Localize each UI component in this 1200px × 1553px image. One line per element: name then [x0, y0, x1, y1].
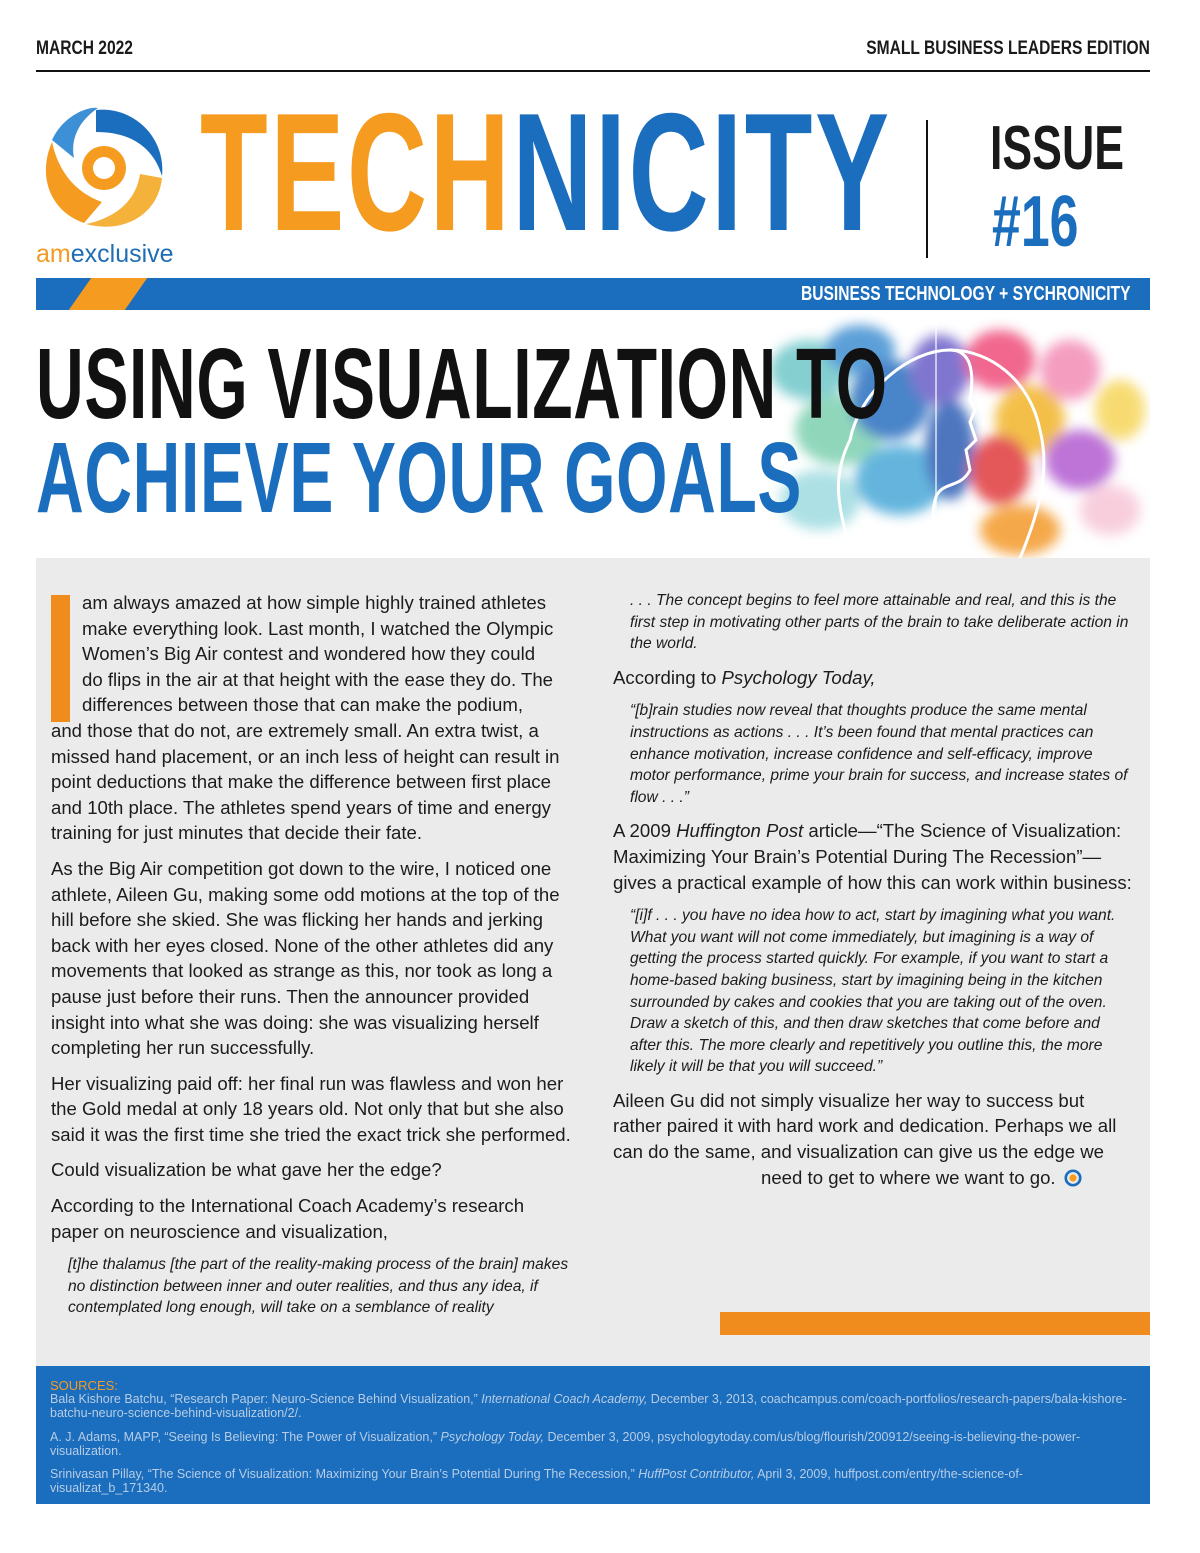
logo-wordmark — [36, 240, 174, 269]
source-1-pub: International Coach Academy, — [481, 1392, 648, 1406]
source-3 — [50, 1467, 1135, 1495]
logo-am: am — [36, 240, 71, 268]
issue-date: MARCH 2022 — [36, 38, 133, 59]
source-2 — [50, 1430, 1135, 1458]
masthead-tech: TECH — [200, 78, 513, 266]
quote-psychology-today: “[b]rain studies now reveal that thoughts produce the same mental instructions as actions . . . It’s been found that mental practices can enhance motivation, increase confidence and self-efficacy, improve motor performance, prime your brain for success, and increase states of flow . . .” — [630, 702, 1128, 806]
issue-label: ISSUE — [990, 114, 1124, 183]
source-2-a: A. J. Adams, MAPP, “Seeing Is Believing: The Power of Visualization,” — [50, 1430, 441, 1444]
quote-icoach: [t]he thalamus [the part of the reality-making process of the brain] makes no distinction between inner and outer realities, and thus any idea, if contemplated long enough, will take on a semblance of reality — [68, 1256, 569, 1317]
source-1-c: December 3, 2013, coachcampus.com/coach-portfolios/research-papers/bala-kishore-batchu-neuro-science-behind-visualization/2/. — [50, 1392, 1127, 1420]
p6-source: Psychology Today, — [721, 666, 876, 688]
tagline-band — [36, 278, 1150, 310]
source-1 — [50, 1392, 1135, 1420]
p1-line-a: am always amazed at how simple highly trained athletes — [82, 592, 547, 613]
article-column-left — [51, 590, 573, 1329]
p1-line-e: differences between those that can make the podium, — [82, 694, 524, 716]
logo-exclusive: exclusive — [70, 240, 174, 268]
headline-line-1: USING VISUALIZATION TO — [36, 328, 888, 440]
edition-label: SMALL BUSINESS LEADERS EDITION — [866, 38, 1150, 59]
paragraph-7 — [613, 818, 1135, 895]
p8-main: Aileen Gu did not simply visualize her way to success but rather paired it with hard work and dedication. Perhaps we all can do the same, and visualization can give us the edge we — [613, 1089, 1117, 1163]
tagline: BUSINESS TECHNOLOGY + SYCHRONICITY — [800, 283, 1130, 305]
masthead-divider — [926, 120, 928, 258]
band-stripe — [69, 278, 147, 310]
sources-label: SOURCES: — [50, 1378, 118, 1393]
paragraph-4: Could visualization be what gave her the edge? — [51, 1159, 442, 1181]
paragraph-8 — [613, 1088, 1135, 1190]
top-rule — [36, 70, 1150, 72]
paragraph-2: As the Big Air competition got down to the wire, I noticed one athlete, Aileen Gu, making some odd motions at the top of the hill before she skied. She was flicking her hands and jerking back with her eyes closed. None of the other athletes did any movements that looked as strange as this, nor took as long a pause just before their runs. Then the announcer provided insight into what she was doing: she was visualizing herself completing her run successfully. — [51, 857, 560, 1059]
quote-huffpost: “[i]f . . . you have no idea how to act, start by imagining what you want. What you want will not come immediately, but imagining is a way of getting the process started quickly. For example, if you want to start a home-based baking business, start by imagining being in the kitchen surrounded by cakes and cookies that you are taking out of the oven. Draw a sketch of this, and then draw sketches that come before and after this. The more clearly and repetitively you outline this, the more likely it will be that you will succeed.” — [630, 907, 1116, 1076]
source-1-a: Bala Kishore Batchu, “Research Paper: Neuro-Science Behind Visualization,” — [50, 1392, 482, 1406]
issue-number: #16 — [992, 182, 1079, 262]
end-mark-icon — [1064, 1169, 1082, 1187]
masthead-nicity: NICITY — [512, 78, 892, 266]
paragraph-6 — [613, 665, 1135, 691]
p8-end: need to get to where we want to go. — [761, 1166, 1056, 1188]
paragraph-1 — [51, 590, 573, 846]
orange-accent-bar — [720, 1312, 1150, 1335]
p1-line-d: do flips in the air at that height with the ease they do. The — [82, 668, 553, 690]
headline-line-2: ACHIEVE YOUR GOALS — [36, 422, 803, 534]
masthead-title — [200, 78, 892, 266]
source-2-c: December 3, 2009, psychologytoday.com/us/blog/flourish/200912/seeing-is-believing-the-power-visualization. — [50, 1430, 1081, 1458]
paragraph-5: According to the International Coach Academy’s research paper on neuroscience and visualization, — [51, 1195, 525, 1242]
source-3-c: April 3, 2009, huffpost.com/entry/the-science-of-visualizat_b_171340. — [50, 1467, 1023, 1495]
source-3-pub: HuffPost Contributor, — [638, 1467, 755, 1481]
quote-icoach-cont: . . . The concept begins to feel more attainable and real, and this is the first step in motivating other parts of the brain to take deliberate action in the world. — [630, 592, 1129, 653]
paragraph-3: Her visualizing paid off: her final run was flawless and won her the Gold medal at only 18 years old. Not only that but she also said it was the first time she tried the exact trick she performed. — [51, 1072, 571, 1145]
p7-source: Huffington Post — [676, 820, 804, 842]
p7-rest: article—“The Science of Visualization: Maximizing Your Brain’s Potential During The Recession”—gives a practical example of how this can work within business: — [613, 820, 1132, 893]
source-2-pub: Psychology Today, — [440, 1430, 545, 1444]
p6-lead: According to — [613, 666, 722, 688]
article-column-right — [613, 590, 1135, 1200]
p1-line-b: make everything look. Last month, I watched the Olympic — [82, 617, 554, 639]
p1-line-c: Women’s Big Air contest and wondered how they could — [82, 643, 536, 665]
source-3-a: Srinivasan Pillay, “The Science of Visualization: Maximizing Your Brain’s Potential During The Recession,” — [50, 1467, 639, 1481]
p7-lead: A 2009 — [613, 820, 677, 842]
p1-rest: and those that do not, are extremely small. An extra twist, a missed hand placement, or an inch less of height can result in point deductions that make the difference between first place and 10th place. The athletes spend years of time and energy training for just minutes that decide their fate. — [51, 719, 560, 844]
